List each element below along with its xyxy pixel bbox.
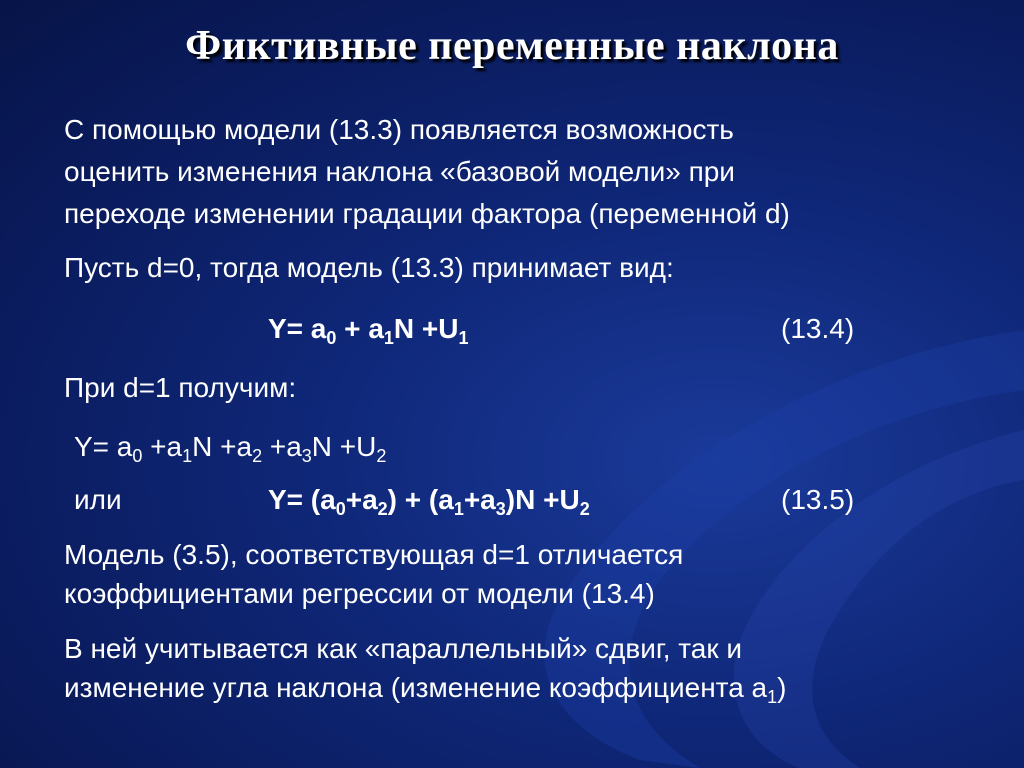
slide-title: Фиктивные переменные наклона (185, 23, 839, 69)
equation-text: +a (262, 431, 302, 462)
equation-text: N +U (311, 431, 377, 462)
paragraph-line: Модель (3.5), соответствующая d=1 отличается (64, 539, 684, 570)
paragraph-line: В ней учитывается как «параллельный» сдвиг, так и (64, 633, 743, 664)
equation-text: +a (345, 484, 378, 515)
paragraph-line: переходе изменении градации фактора (переменной d) (64, 198, 790, 229)
paragraph-line: оценить изменения наклона «базовой модели» при (64, 156, 735, 187)
equation-text: )N +U (505, 484, 580, 515)
subscript: 3 (495, 499, 506, 519)
equation-text: N +a (192, 431, 253, 462)
equation-number: (13.4) (781, 313, 855, 344)
equation-13-4 (268, 309, 469, 349)
subscript: 1 (767, 687, 778, 707)
subscript: 0 (132, 446, 143, 466)
equation-prefix: или (74, 484, 122, 515)
paragraph-line: С помощью модели (13.3) появляется возможность (64, 114, 734, 145)
subscript: 2 (252, 446, 263, 466)
equation-number: (13.5) (781, 484, 855, 515)
subscript: 1 (453, 499, 464, 519)
equation-13-5 (268, 480, 590, 520)
equation-expanded (74, 427, 386, 467)
subscript: 2 (579, 499, 590, 519)
subscript: 2 (376, 446, 387, 466)
equation-text: N +U (393, 313, 459, 344)
paragraph-line: При d=1 получим: (64, 372, 297, 403)
equation-text: + a (336, 313, 384, 344)
paragraph-text: ) (777, 672, 787, 703)
equation-text: Y= a (268, 313, 327, 344)
paragraph-line (64, 668, 786, 708)
subscript: 0 (335, 499, 346, 519)
equation-text: Y= (a (268, 484, 336, 515)
paragraph-text: изменение угла наклона (изменение коэффициента a (64, 672, 768, 703)
equation-text: +a (142, 431, 183, 462)
subscript: 3 (301, 446, 312, 466)
subscript: 1 (182, 446, 193, 466)
paragraph-line: Пусть d=0, тогда модель (13.3) принимает вид: (64, 252, 674, 283)
paragraph-line: коэффициентами регрессии от модели (13.4) (64, 578, 655, 609)
subscript: 0 (326, 328, 337, 348)
subscript: 1 (383, 328, 394, 348)
equation-text: ) + (a (387, 484, 454, 515)
subscript: 1 (458, 328, 469, 348)
subscript: 2 (377, 499, 388, 519)
equation-text: +a (463, 484, 496, 515)
equation-text: Y= a (74, 431, 133, 462)
